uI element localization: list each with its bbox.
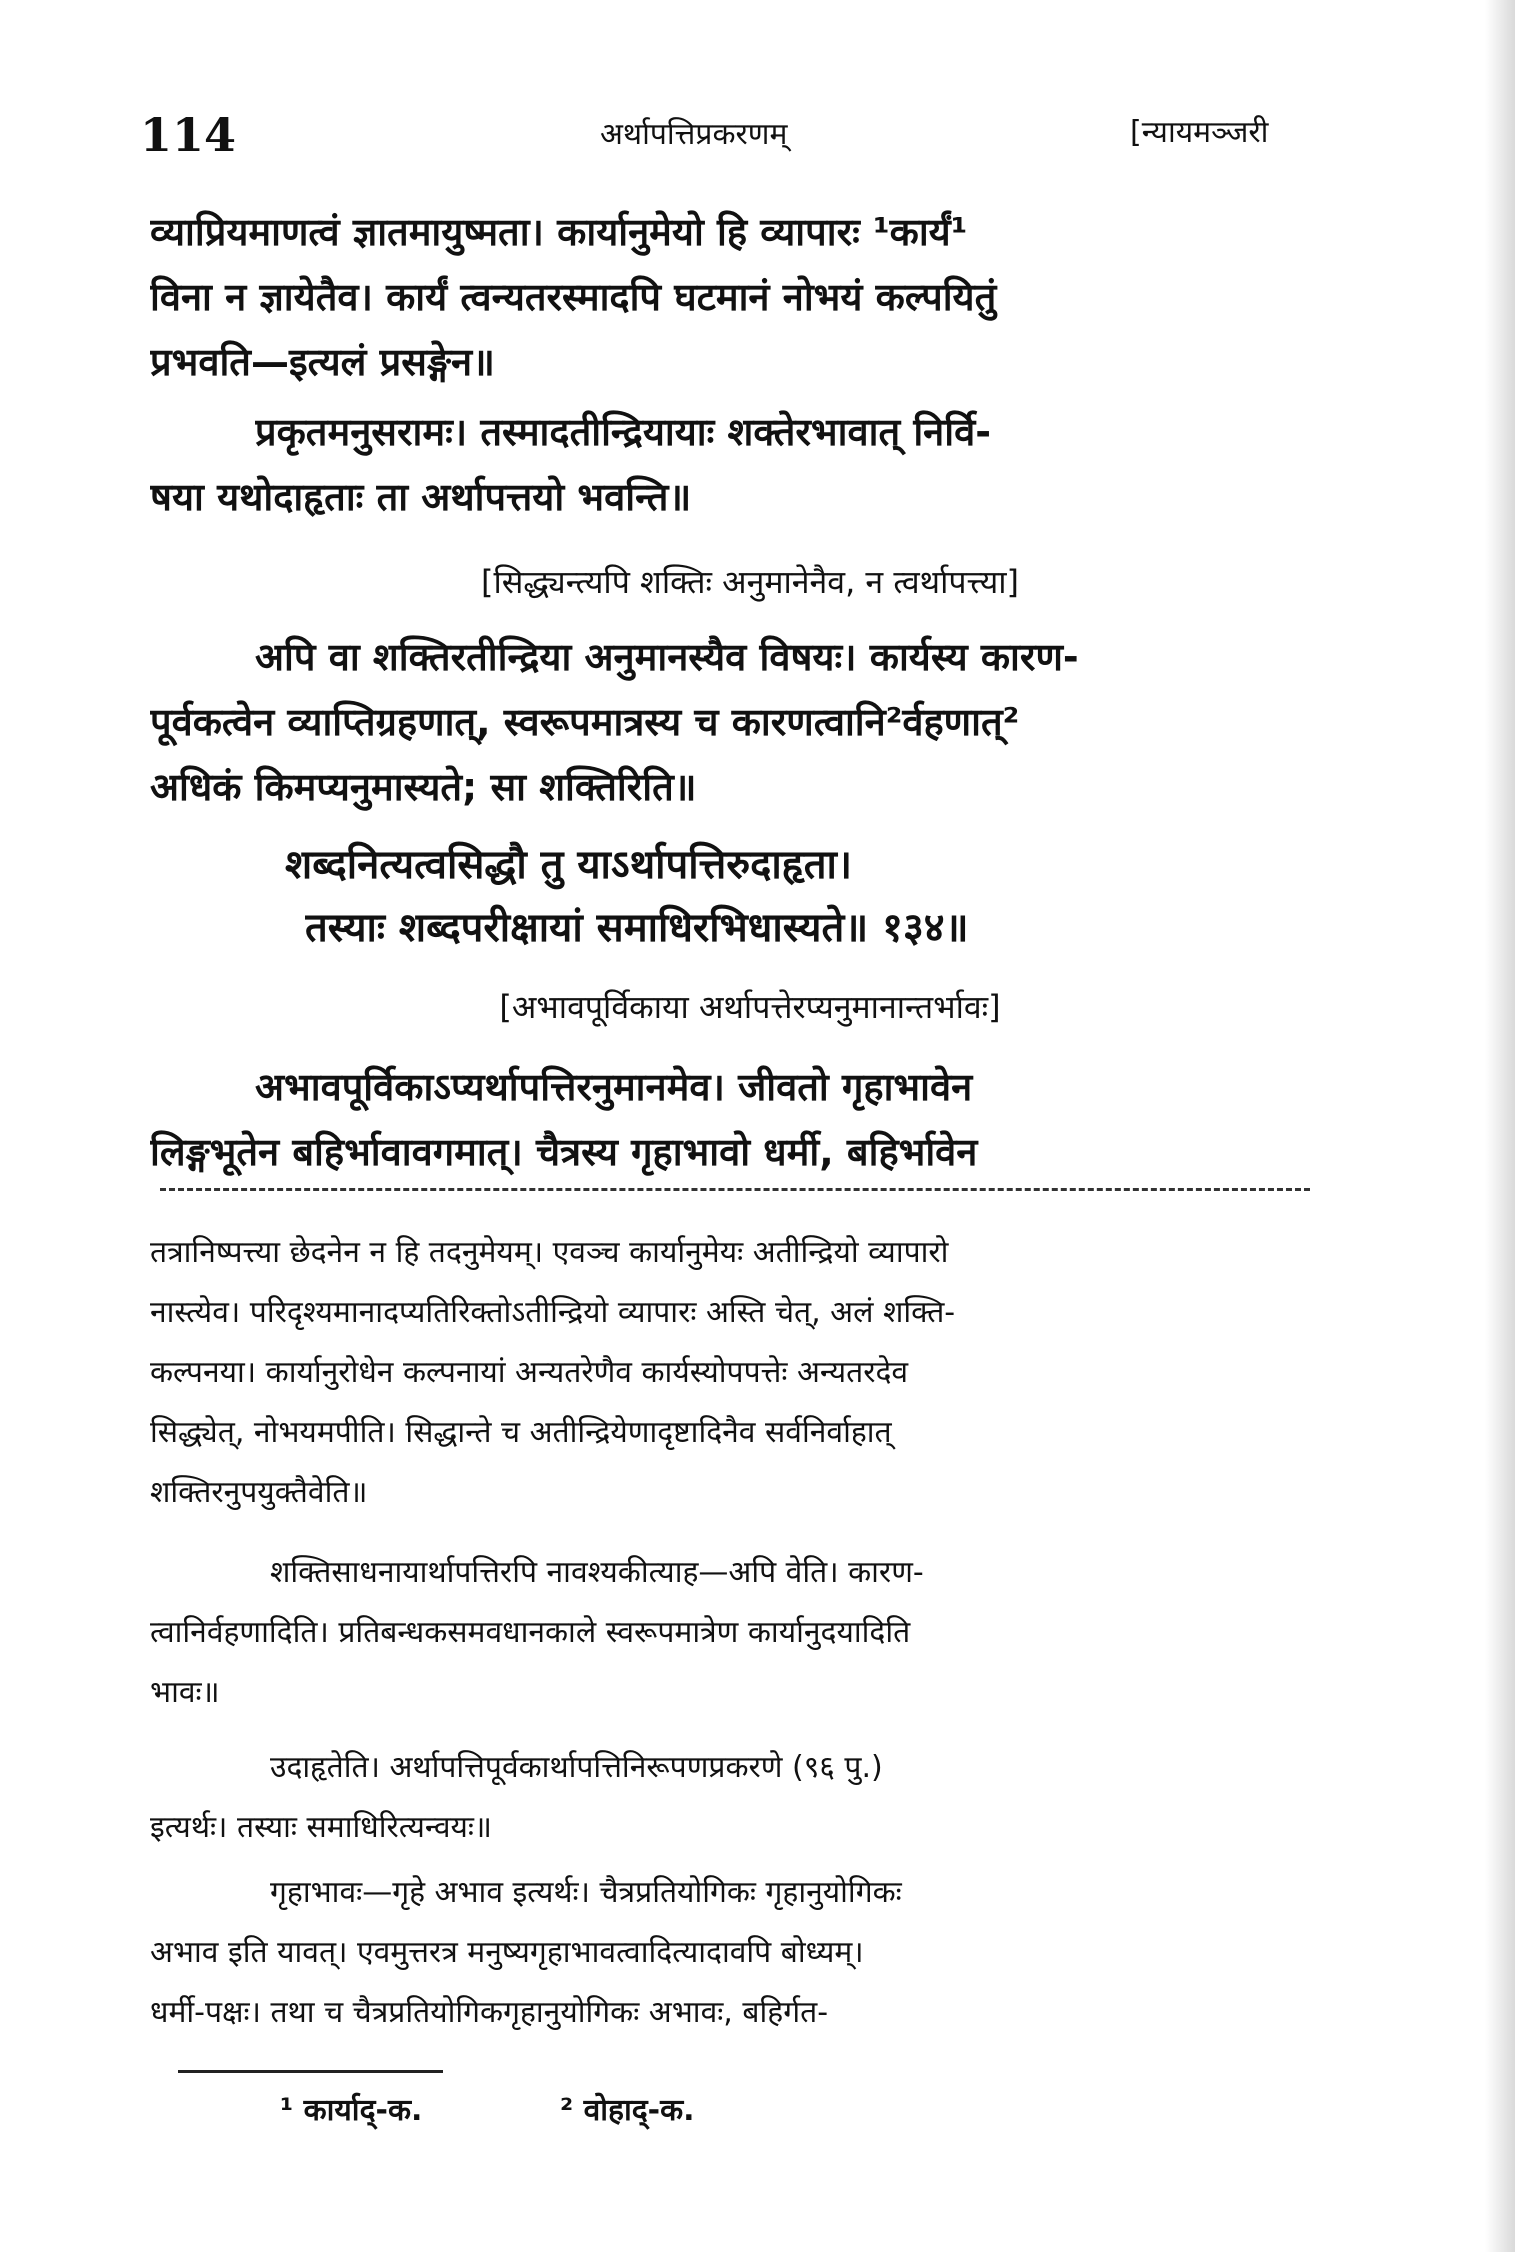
commentary-line: सिद्ध्येत्, नोभयमपीति। सिद्धान्ते च अतीन्द्रियेणादृष्टादिनैव सर्वनिर्वाहात्: [150, 1415, 892, 1450]
footnote-rule: [178, 2070, 443, 2073]
main-text-line: व्याप्रियमाणत्वं ज्ञातमायुष्मता। कार्यानुमेयो हि व्यापारः ¹कार्यं¹: [150, 210, 968, 254]
commentary-line: उदाहृतेति। अर्थापत्तिपूर्वकार्थापत्तिनिरूपणप्रकरणे (९६ पु.): [270, 1750, 883, 1785]
footnote: ² वोहाद्-क.: [560, 2093, 695, 2128]
paragraph-line: अभावपूर्विकाऽप्यर्थापत्तिरनुमानमेव। जीवतो गृहाभावेन: [255, 1065, 973, 1109]
section-divider: [160, 1188, 1310, 1191]
main-text-line: प्रकृतमनुसरामः। तस्मादतीन्द्रियायाः शक्तेरभावात् निर्वि-: [255, 410, 992, 454]
commentary-line: गृहाभावः—गृहे अभाव इत्यर्थः। चैत्रप्रतियोगिकः गृहानुयोगिकः: [270, 1875, 902, 1910]
page-number: 114: [140, 108, 237, 162]
commentary-line: अभाव इति यावत्। एवमुत्तरत्र मनुष्यगृहाभावत्वादित्यादावपि बोध्यम्।: [150, 1935, 864, 1970]
verse-line: तस्याः शब्दपरीक्षायां समाधिरभिधास्यते॥ १३४॥: [305, 905, 969, 951]
footnote: ¹ कार्याद्-क.: [280, 2093, 423, 2128]
commentary-line: धर्मी-पक्षः। तथा च चैत्रप्रतियोगिकगृहानुयोगिकः अभावः, बहिर्गत-: [150, 1995, 829, 2030]
verse-line: शब्दनित्यत्वसिद्धौ तु याऽर्थापत्तिरुदाहृता।: [285, 842, 853, 888]
commentary-line: शक्तिसाधनायार्थापत्तिरपि नावश्यकीत्याह—अपि वेति। कारण-: [270, 1555, 924, 1590]
scan-edge-shadow: [1485, 0, 1515, 2252]
commentary-line: भावः॥: [150, 1675, 220, 1710]
commentary-line: इत्यर्थः। तस्याः समाधिरित्यन्वयः॥: [150, 1810, 492, 1845]
paragraph-line: अधिकं किमप्यनुमास्यते; सा शक्तिरिति॥: [150, 765, 697, 809]
main-text-line: विना न ज्ञायेतैव। कार्यं त्वन्यतरस्मादपि घटमानं नोभयं कल्पयितुं: [150, 275, 997, 319]
main-text-line: षया यथोदाहृताः ता अर्थापत्तयो भवन्ति॥: [150, 475, 692, 519]
book-title: [न्यायमञ्जरी: [1130, 115, 1269, 150]
section-heading: [सिद्ध्यन्त्यपि शक्तिः अनुमानेनैव, न त्वर्थापत्त्या]: [480, 563, 1020, 601]
commentary-line: नास्त्येव। परिदृश्यमानादप्यतिरिक्तोऽतीन्द्रियो व्यापारः अस्ति चेत्, अलं शक्ति-: [150, 1295, 956, 1330]
commentary-line: तत्रानिष्पत्त्या छेदनेन न हि तदनुमेयम्। एवञ्च कार्यानुमेयः अतीन्द्रियो व्यापारो: [150, 1235, 949, 1270]
main-text-line: प्रभवति—इत्यलं प्रसङ्गेन॥: [150, 340, 495, 384]
commentary-line: कल्पनया। कार्यानुरोधेन कल्पनायां अन्यतरेणैव कार्यस्योपपत्तेः अन्यतरदेव: [150, 1355, 909, 1390]
running-title: अर्थापत्तिप्रकरणम्: [600, 117, 788, 152]
section-heading: [अभावपूर्विकाया अर्थापत्तेरप्यनुमानान्तर्भावः]: [499, 988, 1001, 1026]
paragraph-line: अपि वा शक्तिरतीन्द्रिया अनुमानस्यैव विषयः। कार्यस्य कारण-: [255, 635, 1079, 679]
commentary-line: शक्तिरनुपयुक्तैवेति॥: [150, 1475, 368, 1510]
commentary-line: त्वानिर्वहणादिति। प्रतिबन्धकसमवधानकाले स्वरूपमात्रेण कार्यानुदयादिति: [150, 1615, 911, 1650]
paragraph-line: लिङ्गभूतेन बहिर्भावावगमात्। चैत्रस्य गृहाभावो धर्मी, बहिर्भावेन: [150, 1130, 978, 1174]
paragraph-line: पूर्वकत्वेन व्याप्तिग्रहणात्, स्वरूपमात्रस्य च कारणत्वानि²र्वहणात्²: [150, 700, 1020, 744]
